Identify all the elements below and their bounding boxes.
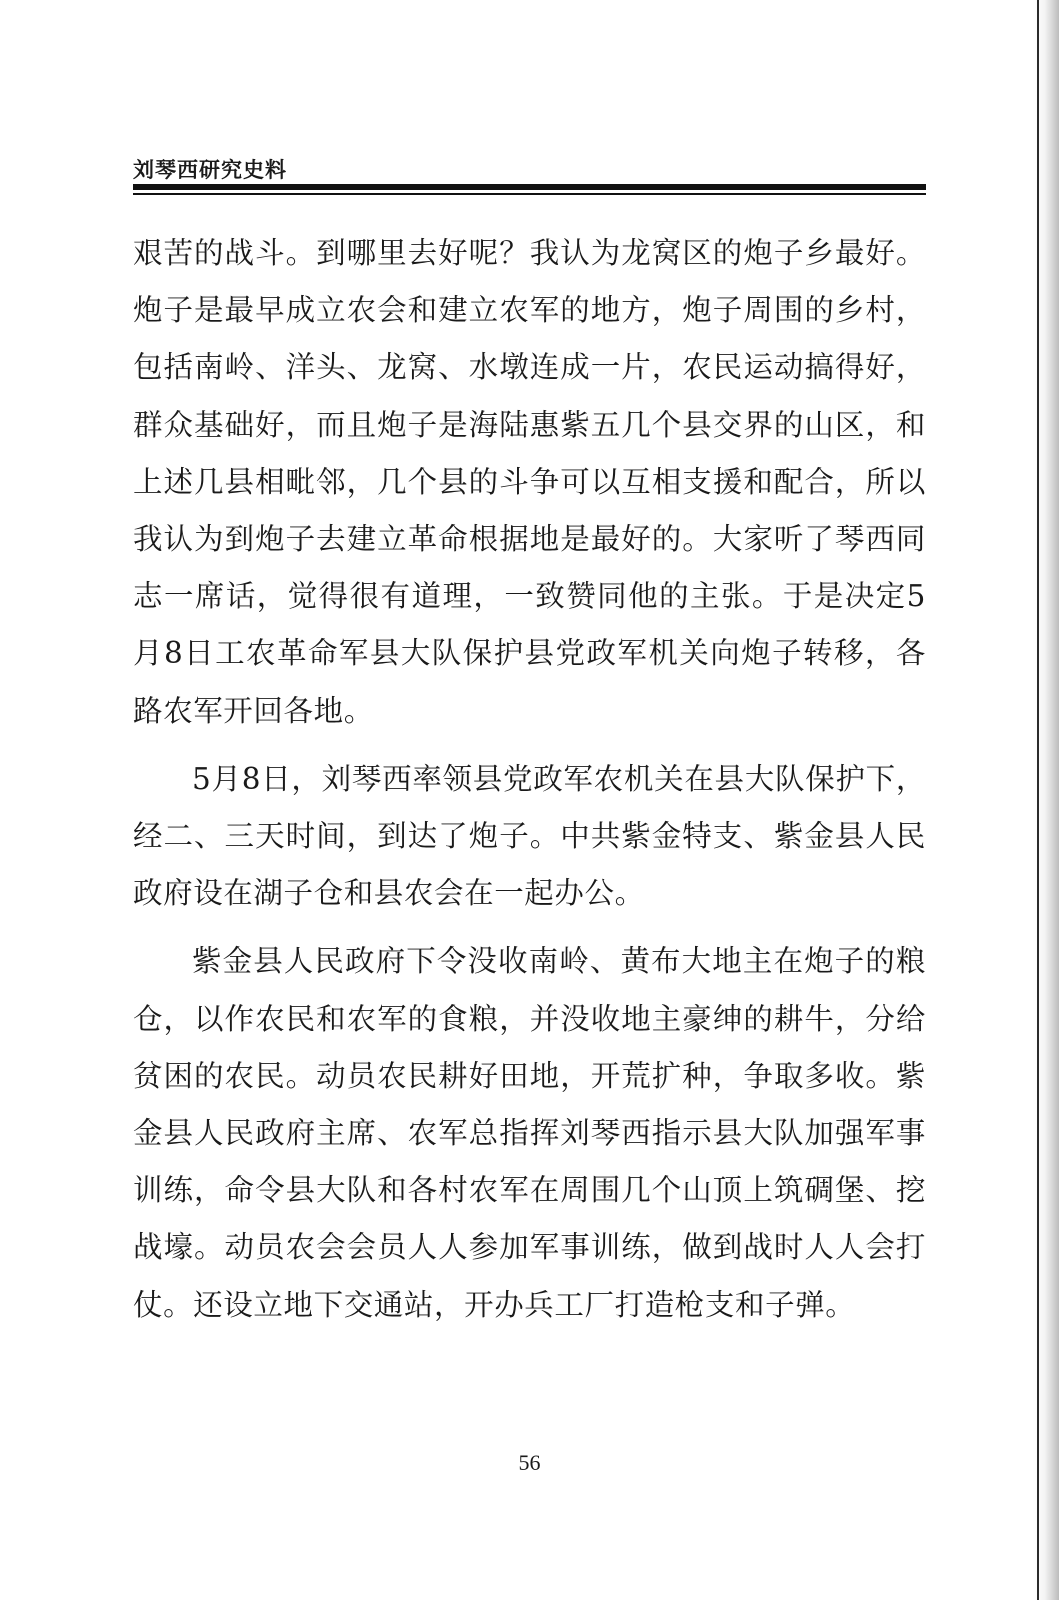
running-header-title: 刘琴西研究史料: [133, 158, 287, 182]
page-edge-line: [1037, 0, 1039, 1600]
paragraph-3: 紫金县人民政府下令没收南岭、黄布大地主在炮子的粮仓，以作农民和农军的食粮，并没收地主豪绅的耕牛，分给贫困的农民。动员农民耕好田地，开荒扩种，争取多收。紫金县人民政府主席、农军总指挥刘琴西指示县大队加强军事训练，命令县大队和各村农军在周围几个山顶上筑碉堡、挖战壕。动员农会会员人人参加军事训练，做到战时人人会打仗。还设立地下交通站，开办兵工厂打造枪支和子弹。: [133, 944, 926, 1322]
header-rule-thick: [133, 184, 926, 190]
paragraph-2: 5月8日，刘琴西率领县党政军农机关在县大队保护下，经二、三天时间，到达了炮子。中共紫金特支、紫金县人民政府设在湖子仓和县农会在一起办公。: [133, 761, 926, 911]
header-rule-thin: [133, 193, 926, 195]
body-text: [133, 225, 926, 1334]
paragraph-1: 艰苦的战斗。到哪里去好呢？我认为龙窝区的炮子乡最好。炮子是最早成立农会和建立农军的地方，炮子周围的乡村，包括南岭、洋头、龙窝、水墩连成一片，农民运动搞得好，群众基础好，而且炮子是海陆惠紫五几个县交界的山区，和上述几县相毗邻，几个县的斗争可以互相支援和配合，所以我认为到炮子去建立革命根据地是最好的。大家听了琴西同志一席话，觉得很有道理，一致赞同他的主张。于是决定5月8日工农革命军县大队保护县党政军机关向炮子转移，各路农军开回各地。: [133, 236, 926, 728]
page-number: 56: [518, 1450, 541, 1475]
